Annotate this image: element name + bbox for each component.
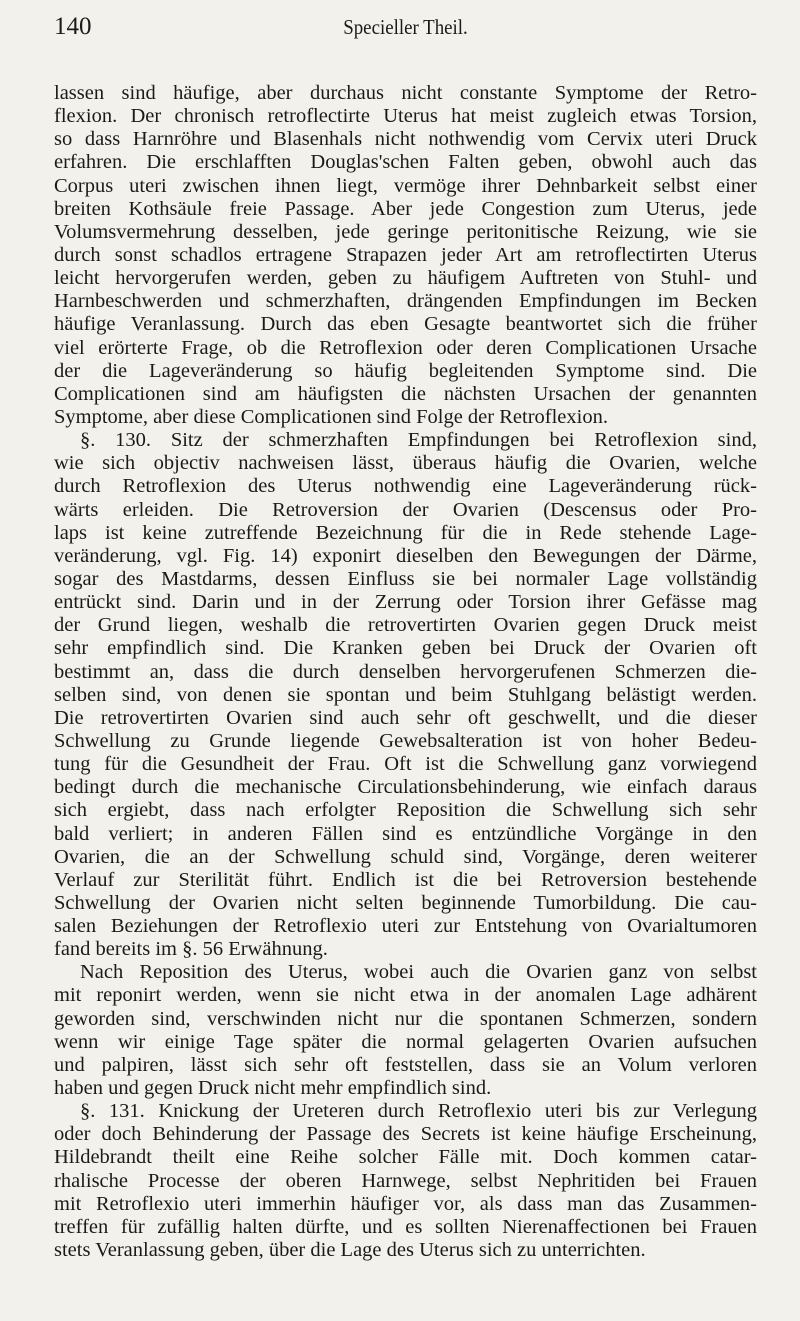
text-line: entrückt sind. Darin und in der Zerrung oder Torsion ihrer Gefässe mag (54, 591, 757, 614)
text-line: Symptome, aber diese Complicationen sind Folge der Retroflexion. (54, 405, 608, 428)
text-line: Volumsvermehrung desselben, jede geringe peritonitische Reizung, wie sie (54, 220, 757, 243)
section-130-start: §. 130. Sitz der schmerzhaften Empfindungen bei Retroflexion sind, (80, 429, 757, 452)
running-head: Specieller Theil. (343, 15, 468, 39)
page-header (54, 10, 757, 44)
text-line: wenn wir einige Tage später die normal gelagerten Ovarien aufsuchen (54, 1030, 757, 1053)
text-line: bald verliert; in anderen Fällen sind es entzündliche Vorgänge in den (54, 822, 757, 845)
text-line: salen Beziehungen der Retroflexio uteri zur Entstehung von Ovarialtumoren (54, 915, 757, 938)
text-line: lassen sind häufige, aber durchaus nicht constante Symptome der Retro- (54, 82, 757, 104)
text-line: veränderung, vgl. Fig. 14) exponirt dieselben den Bewegungen der Därme, (54, 544, 757, 567)
section-131-start: §. 131. Knickung der Ureteren durch Retroflexio uteri bis zur Verlegung (80, 1100, 757, 1123)
text-line: so dass Harnröhre und Blasenhals nicht nothwendig vom Cervix uteri Druck (54, 128, 757, 151)
text-line: und palpiren, lässt sich sehr oft feststellen, dass sie an Volum verloren (54, 1053, 757, 1076)
text-line: sehr empfindlich sind. Die Kranken geben bei Druck der Ovarien oft (54, 637, 757, 660)
body-text (54, 82, 757, 1262)
text-line: der Grund liegen, weshalb die retrovertirten Ovarien gegen Druck meist (54, 614, 757, 637)
text-line: tung für die Gesundheit der Frau. Oft ist die Schwellung ganz vorwiegend (54, 753, 757, 776)
text-line: breiten Kothsäule freie Passage. Aber jede Congestion zum Uterus, jede (54, 197, 757, 220)
text-line: durch Retroflexion des Uterus nothwendig eine Lageveränderung rück- (54, 475, 757, 498)
text-line: laps ist keine zutreffende Bezeichnung für die in Rede stehende Lage- (54, 521, 757, 544)
text-line: stets Veranlassung geben, über die Lage des Uterus sich zu unterrichten. (54, 1239, 646, 1262)
text-line: Die retrovertirten Ovarien sind auch sehr oft geschwellt, und die dieser (54, 706, 757, 729)
text-line: selben sind, von denen sie spontan und beim Stuhlgang belästigt werden. (54, 683, 757, 706)
text-line: fand bereits im §. 56 Erwähnung. (54, 938, 328, 961)
text-line: sogar des Mastdarms, dessen Einfluss sie bei normaler Lage vollständig (54, 567, 757, 590)
text-line: leicht hervorgerufen werden, geben zu häufigem Auftreten von Stuhl- und (54, 267, 757, 290)
paragraph-start: Nach Reposition des Uterus, wobei auch die Ovarien ganz von selbst (80, 961, 757, 984)
text-line: rhalische Processe der oberen Harnwege, selbst Nephritiden bei Frauen (54, 1169, 757, 1192)
text-line: Schwellung zu Grunde liegende Gewebsalteration ist von hoher Bedeu- (54, 729, 757, 752)
text-line: der die Lageveränderung so häufig begleitenden Symptome sind. Die (54, 359, 757, 382)
page-number: 140 (54, 13, 92, 40)
text-line: Schwellung der Ovarien nicht selten beginnende Tumorbildung. Die cau- (54, 891, 757, 914)
text-line: wie sich objectiv nachweisen lässt, überaus häufig die Ovarien, welche (54, 452, 757, 475)
text-line: häufige Veranlassung. Durch das eben Gesagte beantwortet sich die früher (54, 313, 757, 336)
text-line: geworden sind, verschwinden nicht nur die spontanen Schmerzen, sondern (54, 1007, 757, 1030)
text-line: mit reponirt werden, wenn sie nicht etwa in der anomalen Lage adhärent (54, 984, 757, 1007)
text-line: mit Retroflexio uteri immerhin häufiger vor, als dass man das Zusammen- (54, 1192, 757, 1215)
text-line: durch sonst schadlos ertragene Strapazen jeder Art am retroflectirten Uterus (54, 243, 757, 266)
text-line: bestimmt an, dass die durch denselben hervorgerufenen Schmerzen die- (54, 660, 757, 683)
text-line: bedingt durch die mechanische Circulationsbehinderung, wie einfach daraus (54, 776, 757, 799)
text-line: Hildebrandt theilt eine Reihe solcher Fälle mit. Doch kommen catar- (54, 1146, 757, 1169)
text-line: Verlauf zur Sterilität führt. Endlich ist die bei Retroversion bestehende (54, 868, 757, 891)
text-line: sich ergiebt, dass nach erfolgter Reposition die Schwellung sich sehr (54, 799, 757, 822)
text-line: treffen für zufällig halten dürfte, und es sollten Nierenaffectionen bei Frauen (54, 1215, 757, 1238)
text-line: haben und gegen Druck nicht mehr empfindlich sind. (54, 1077, 492, 1100)
text-line: viel erörterte Frage, ob die Retroflexion oder deren Complicationen Ursache (54, 336, 757, 359)
text-line: Complicationen sind am häufigsten die nächsten Ursachen der genannten (54, 382, 757, 405)
text-line: Harnbeschwerden und schmerzhaften, drängenden Empfindungen im Becken (54, 290, 757, 313)
text-line: Corpus uteri zwischen ihnen liegt, vermöge ihrer Dehnbarkeit selbst einer (54, 174, 757, 197)
text-line: wärts erleiden. Die Retroversion der Ovarien (Descensus oder Pro- (54, 498, 757, 521)
text-line: oder doch Behinderung der Passage des Secrets ist keine häufige Erscheinung, (54, 1123, 757, 1146)
text-line: Ovarien, die an der Schwellung schuld sind, Vorgänge, deren weiterer (54, 845, 757, 868)
text-line: erfahren. Die erschlafften Douglas'schen Falten geben, obwohl auch das (54, 151, 757, 174)
text-line: flexion. Der chronisch retroflectirte Uterus hat meist zugleich etwas Torsion, (54, 105, 757, 128)
